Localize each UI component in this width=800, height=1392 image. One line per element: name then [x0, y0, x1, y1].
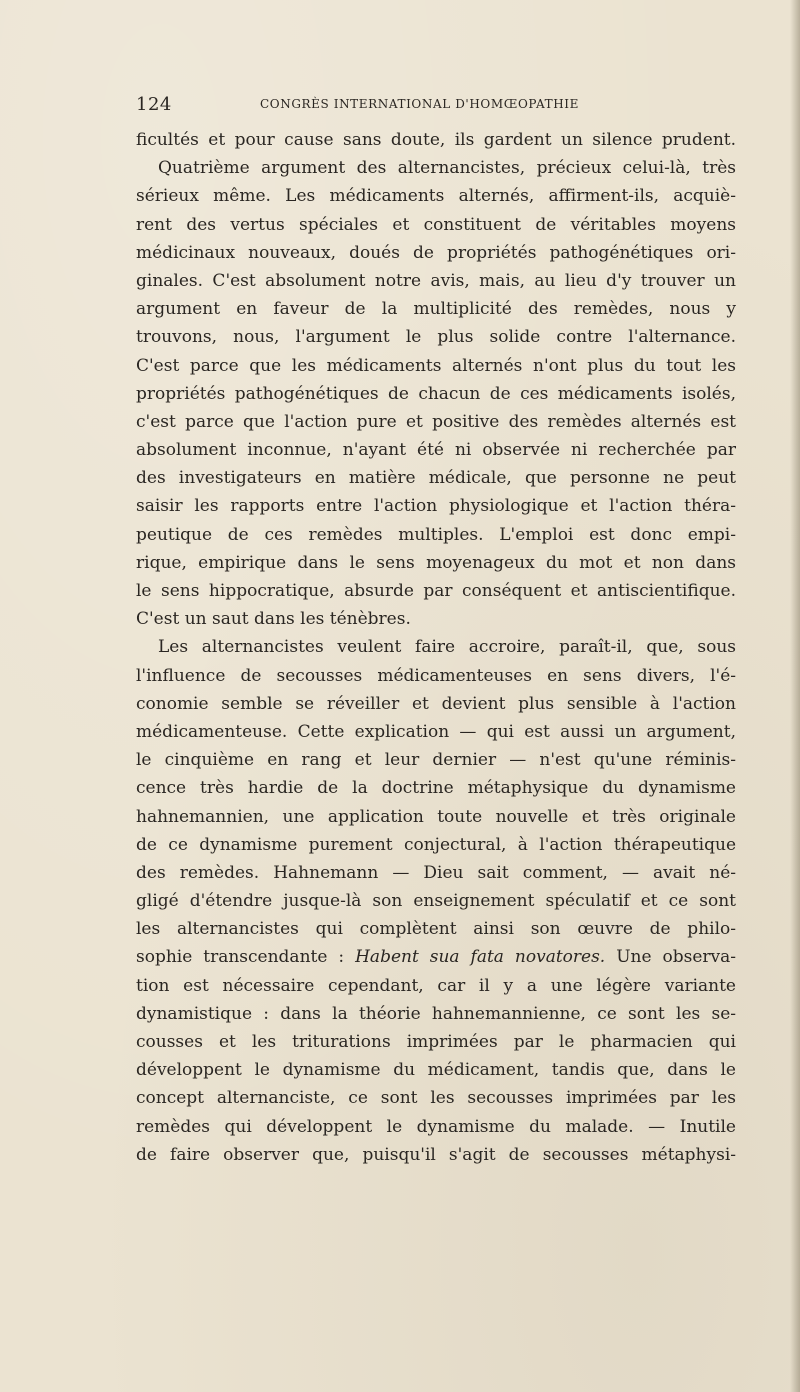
text-line: C'est parce que les médicaments alternés n'ont plus du tout les — [136, 355, 736, 376]
text-line: conomie semble se réveiller et devient plus sensible à l'action — [136, 693, 736, 714]
text-line: développent le dynamisme du médicament, tandis que, dans le — [136, 1060, 736, 1081]
text-line: absolument inconnue, n'ayant été ni observée ni recherchée par — [136, 440, 736, 461]
text-line-with-latin-quote — [136, 943, 736, 971]
text-segment: sophie transcendante : — [136, 947, 345, 968]
text-line: des remèdes. Hahnemann — Dieu sait comment, — avait né- — [136, 862, 736, 883]
text-line: Les alternancistes veulent faire accroire, paraît-il, que, sous — [158, 637, 736, 658]
text-line: ficultés et pour cause sans doute, ils gardent un silence prudent. — [136, 130, 736, 150]
text-line: concept alternanciste, ce sont les secousses imprimées par les — [136, 1088, 736, 1109]
text-line: saisir les rapports entre l'action physiologique et l'action théra- — [136, 496, 736, 517]
text-line: trouvons, nous, l'argument le plus solide contre l'alternance. — [136, 327, 736, 348]
text-line: dynamistique : dans la théorie hahnemannienne, ce sont les se- — [136, 1003, 736, 1024]
text-line: hahnemannien, une application toute nouvelle et très originale — [136, 806, 736, 827]
text-line: cousses et les triturations imprimées par le pharmacien qui — [136, 1032, 736, 1052]
text-line: remèdes qui développent le dynamisme du malade. — Inutile — [136, 1116, 736, 1137]
text-line: les alternancistes qui complètent ainsi son œuvre de philo- — [136, 919, 736, 940]
text-line: propriétés pathogénétiques de chacun de ces médicaments isolés, — [136, 383, 736, 404]
text-line: de ce dynamisme purement conjectural, à l'action thérapeutique — [136, 834, 736, 855]
text-line: Quatrième argument des alternancistes, précieux celui-là, très — [158, 158, 736, 179]
page-edge-shadow — [790, 0, 800, 1392]
text-line: le sens hippocratique, absurde par conséquent et antiscientifique. — [136, 581, 736, 601]
text-line: l'influence de secousses médicamenteuses en sens divers, l'é- — [136, 665, 736, 686]
page-number: 124 — [136, 94, 172, 115]
running-title: CONGRÈS INTERNATIONAL D'HOMŒOPATHIE — [260, 97, 579, 111]
latin-quote: Habent sua fata novatores. — [355, 947, 606, 968]
text-line: peutique de ces remèdes multiples. L'emploi est donc empi- — [136, 524, 736, 545]
text-segment: Une observa- — [616, 947, 737, 968]
text-line: gligé d'étendre jusque-là son enseignement spéculatif et ce sont — [136, 891, 736, 912]
text-line: rique, empirique dans le sens moyenageux du mot et non dans — [136, 552, 736, 573]
text-line: rent des vertus spéciales et constituent de véritables moyens — [136, 214, 736, 235]
text-line: C'est un saut dans les ténèbres. — [136, 609, 411, 630]
body-text — [136, 126, 736, 1169]
text-line: de faire observer que, puisqu'il s'agit de secousses métaphysi- — [136, 1144, 736, 1165]
text-line: argument en faveur de la multiplicité des remèdes, nous y — [136, 299, 736, 320]
text-line: ginales. C'est absolument notre avis, mais, au lieu d'y trouver un — [136, 270, 736, 291]
text-line: le cinquième en rang et leur dernier — n'est qu'une réminis- — [136, 750, 736, 771]
text-line: tion est nécessaire cependant, car il y a une légère variante — [136, 975, 736, 996]
running-head — [136, 94, 736, 116]
text-line: des investigateurs en matière médicale, que personne ne peut — [136, 468, 736, 489]
text-line: médicinaux nouveaux, doués de propriétés pathogénétiques ori- — [136, 242, 736, 263]
text-line: cence très hardie de la doctrine métaphysique du dynamisme — [136, 778, 736, 799]
text-line: sérieux même. Les médicaments alternés, affirment-ils, acquiè- — [136, 186, 736, 207]
text-line: c'est parce que l'action pure et positive des remèdes alternés est — [136, 411, 736, 432]
text-line: médicamenteuse. Cette explication — qui est aussi un argument, — [136, 721, 736, 742]
